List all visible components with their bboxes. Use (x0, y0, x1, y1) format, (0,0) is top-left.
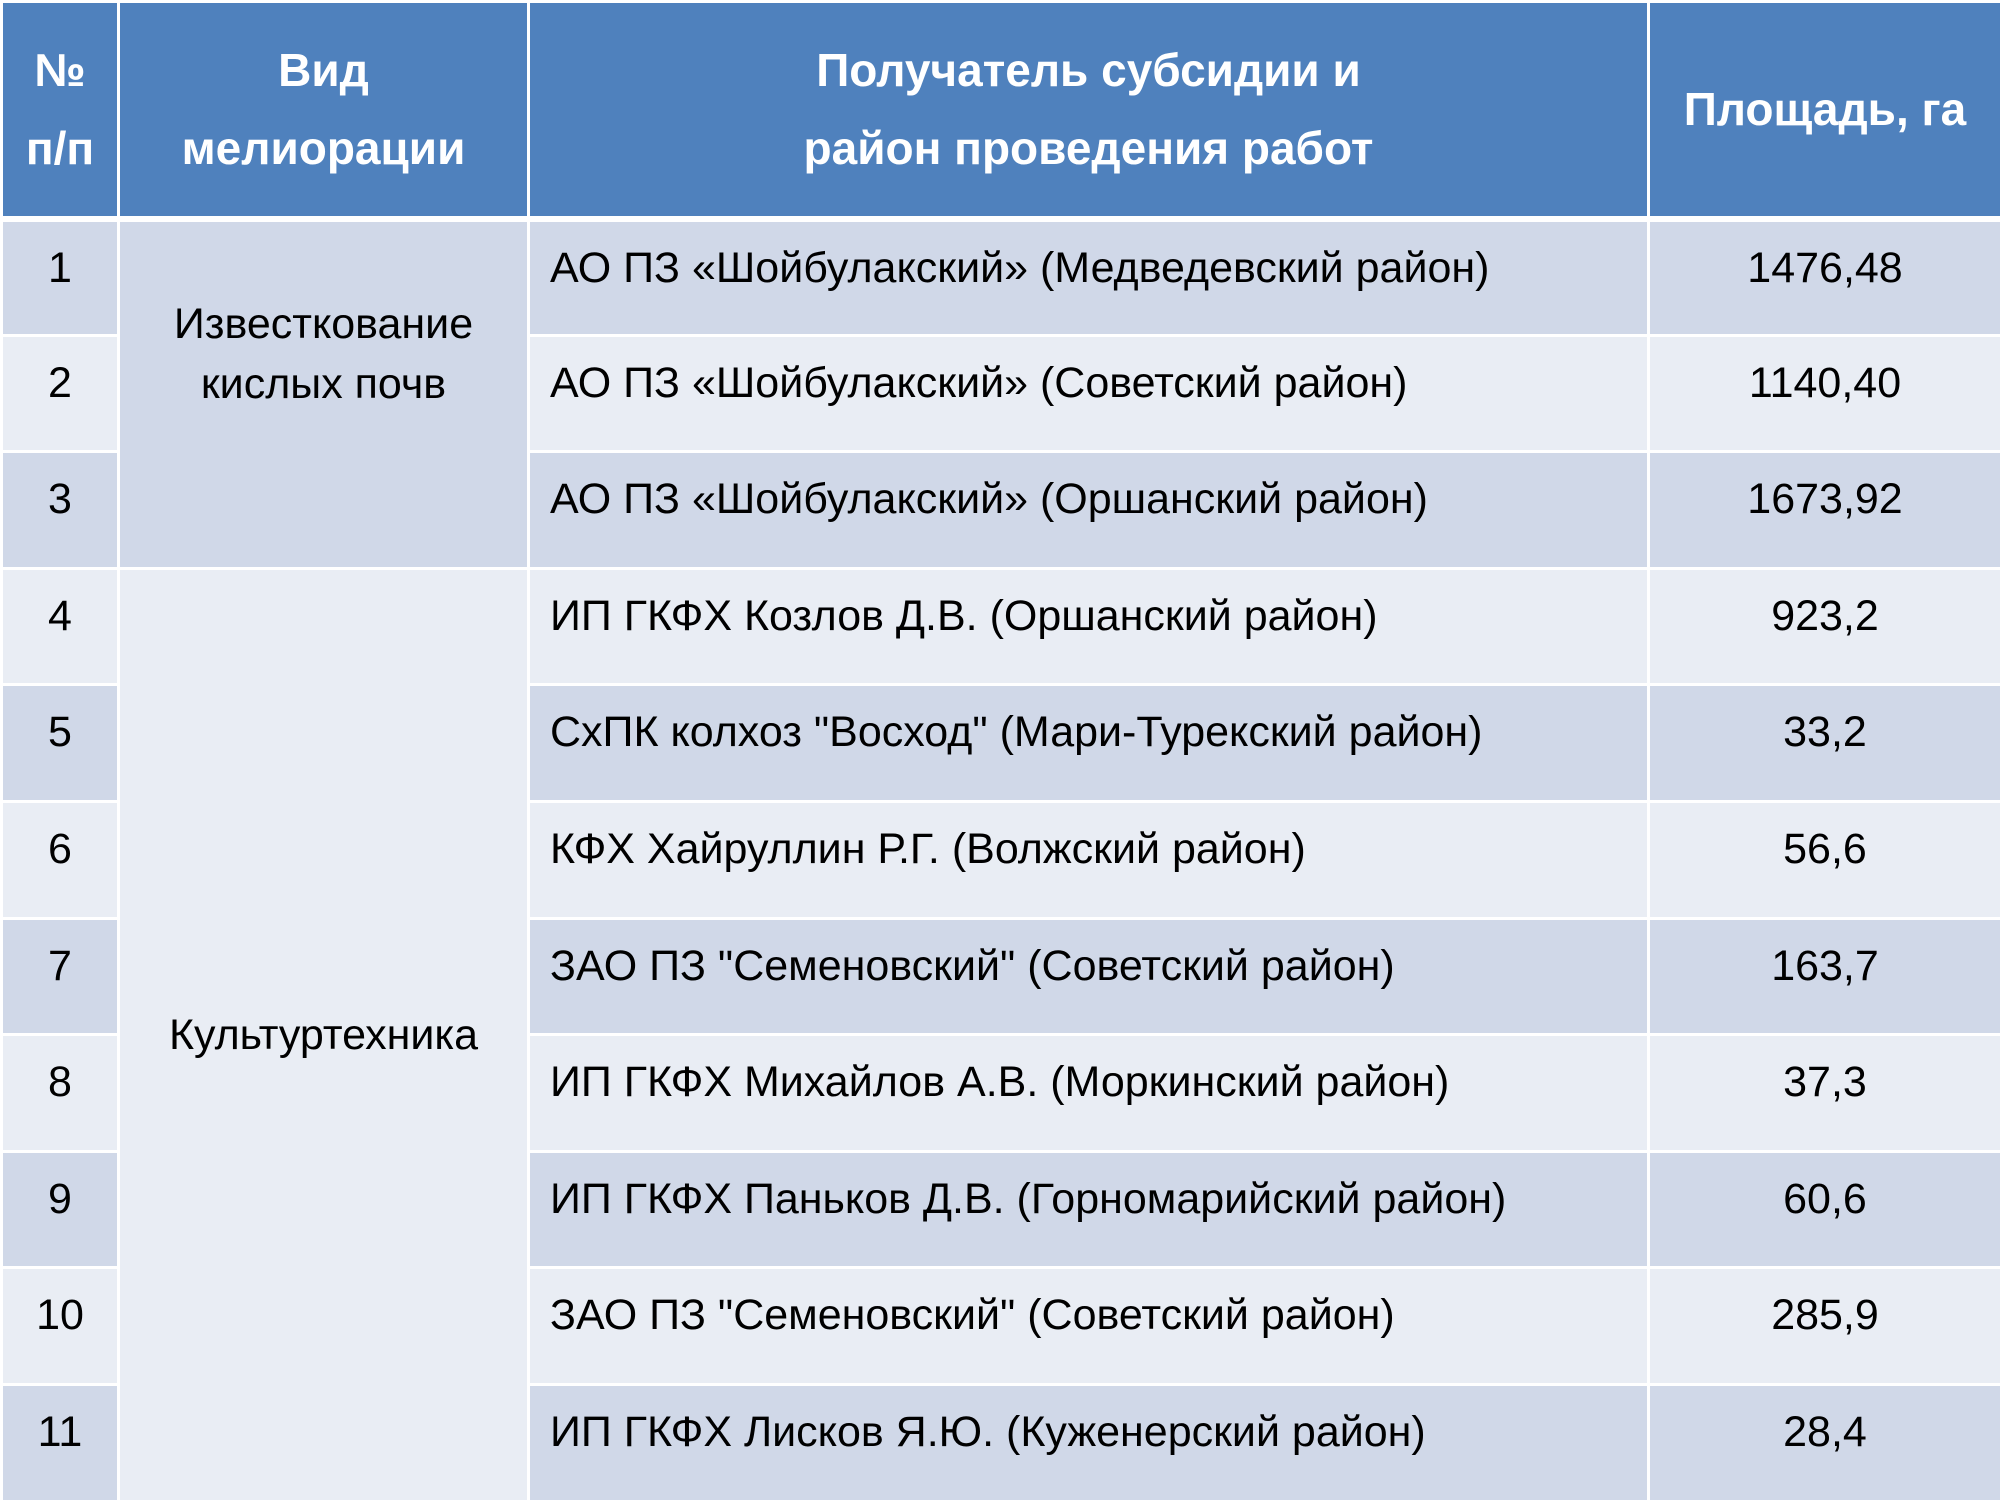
row-number: 11 (2, 1384, 119, 1501)
row-number: 2 (2, 335, 119, 452)
area-cell: 923,2 (1649, 568, 2000, 685)
area-cell: 56,6 (1649, 801, 2000, 918)
recipient-cell: АО ПЗ «Шойбулакский» (Медведевский район) (529, 219, 1649, 336)
row-number: 5 (2, 685, 119, 802)
recipient-cell: ЗАО ПЗ "Семеновский" (Советский район) (529, 1268, 1649, 1385)
row-number: 7 (2, 918, 119, 1035)
header-num: № п/п (2, 2, 119, 219)
table-row (2, 568, 2000, 685)
recipient-cell: АО ПЗ «Шойбулакский» (Советский район) (529, 335, 1649, 452)
row-number: 3 (2, 452, 119, 569)
row-number: 10 (2, 1268, 119, 1385)
area-cell: 1476,48 (1649, 219, 2000, 336)
row-number: 1 (2, 219, 119, 336)
area-cell: 285,9 (1649, 1268, 2000, 1385)
area-cell: 163,7 (1649, 918, 2000, 1035)
area-cell: 1140,40 (1649, 335, 2000, 452)
group-cultural-tech: Культуртехника (119, 568, 529, 1501)
recipient-cell: ИП ГКФХ Паньков Д.В. (Горномарийский район) (529, 1151, 1649, 1268)
table-row (2, 219, 2000, 336)
recipient-cell: ИП ГКФХ Михайлов А.В. (Моркинский район) (529, 1035, 1649, 1152)
recipient-cell: ЗАО ПЗ "Семеновский" (Советский район) (529, 918, 1649, 1035)
recipient-cell: ИП ГКФХ Лисков Я.Ю. (Куженерский район) (529, 1384, 1649, 1501)
group-liming: Известкование кислых почв (119, 219, 529, 569)
area-cell: 33,2 (1649, 685, 2000, 802)
recipient-cell: СхПК колхоз "Восход" (Мари-Турекский район) (529, 685, 1649, 802)
recipient-cell: ИП ГКФХ Козлов Д.В. (Оршанский район) (529, 568, 1649, 685)
area-cell: 60,6 (1649, 1151, 2000, 1268)
row-number: 8 (2, 1035, 119, 1152)
area-cell: 28,4 (1649, 1384, 2000, 1501)
header-row (2, 2, 2000, 219)
row-number: 6 (2, 801, 119, 918)
row-number: 4 (2, 568, 119, 685)
row-number: 9 (2, 1151, 119, 1268)
area-cell: 37,3 (1649, 1035, 2000, 1152)
recipient-cell: АО ПЗ «Шойбулакский» (Оршанский район) (529, 452, 1649, 569)
area-cell: 1673,92 (1649, 452, 2000, 569)
header-area: Площадь, га (1649, 2, 2000, 219)
recipient-cell: КФХ Хайруллин Р.Г. (Волжский район) (529, 801, 1649, 918)
header-recipient: Получатель субсидии и район проведения работ (529, 2, 1649, 219)
header-vid: Вид мелиорации (119, 2, 529, 219)
